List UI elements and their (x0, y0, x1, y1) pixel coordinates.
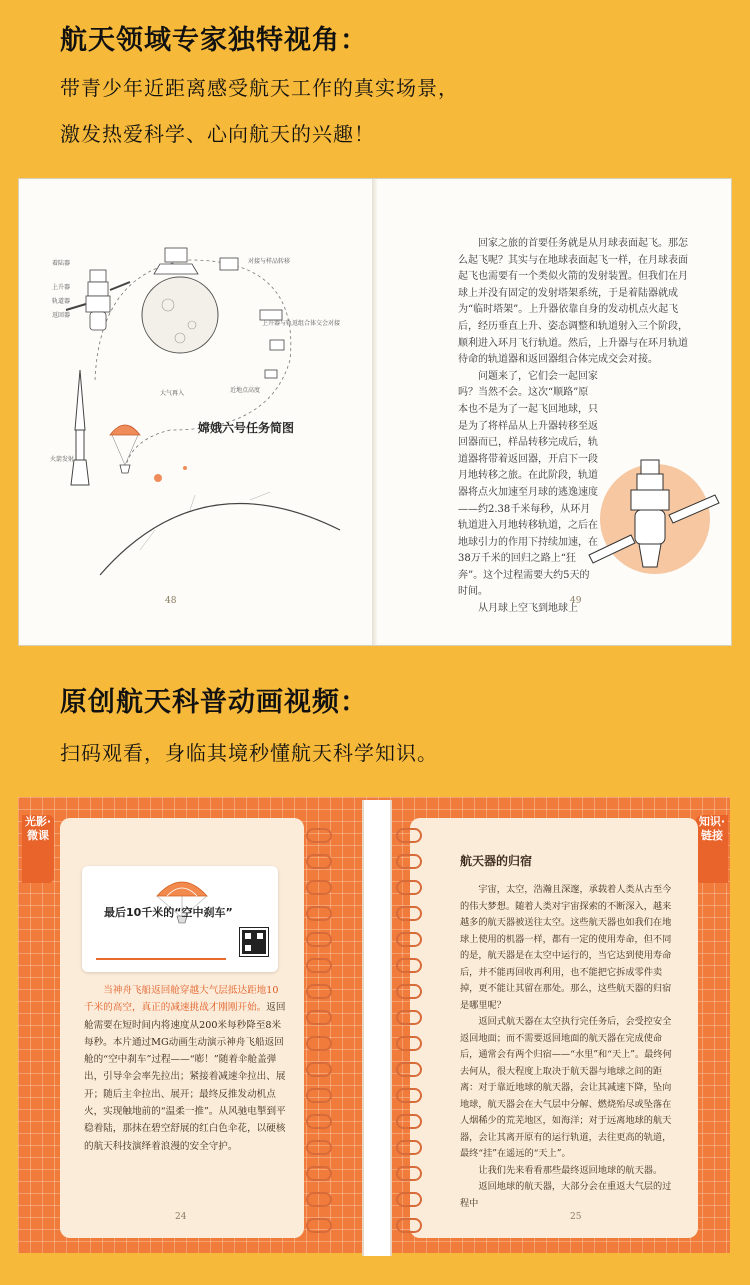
spiral-ring (396, 1166, 422, 1181)
spiral-ring (396, 880, 422, 895)
spiral-ring (396, 854, 422, 869)
spiral-ring (396, 828, 422, 843)
right-page-number: 49 (570, 596, 582, 606)
diagram-label-transfer: 对接与样品转移 (248, 258, 291, 265)
paragraph: 回家之旅的首要任务就是从月球表面起飞。那怎么起飞呢？其实与在地球表面起飞一样，在月球表面起飞也需要有一个类似火箭的发射装置。但我们在月球上并没有固定的发射塔架系统，于是着陆器就成为“临时塔架”。上升器依靠自身的发动机点火起飞后，经历垂直上升、姿态调整和轨道射入三个阶段，顺利进入环月飞行轨道。然后，上升器与在环月轨道待命的轨道器和返回器组合体完成交会对接。 (458, 238, 688, 366)
spiral-ring (306, 984, 332, 999)
right-page-title: 航天器的归宿 (460, 854, 533, 868)
diagram-label-docking: 上升器与轨返组合体交会对接 (262, 320, 341, 327)
paragraph: 宇宙，太空，浩瀚且深邃，承载着人类从古至今的伟大梦想。随着人类对宇宙探索的不断深入，越来越多的航天器被送往太空。这些航天器也如我们在地球上使用的机器一样，都有一定的使用寿命，但不同的是，航天器是在太空中运行的，当它达到使用寿命后，并不能再回收再利用，也不能把它拆成零件卖掉，更不能让其留在那处。那么，这些航天器的归宿是哪里呢？ (460, 884, 672, 1011)
spiral-ring (306, 880, 332, 895)
diagram-label-perigee: 近地点高度 (230, 387, 261, 394)
spiral-ring (396, 1192, 422, 1207)
left-page-number-2: 24 (175, 1212, 187, 1222)
right-page-text (460, 882, 678, 1212)
diagram-label-reentry: 大气再入 (160, 390, 185, 397)
spiral-ring (306, 1062, 332, 1077)
right-page-number-2: 25 (570, 1212, 582, 1222)
diagram-label-returner: 返回器 (52, 312, 71, 319)
spiral-ring (396, 906, 422, 921)
diagram-label-ascender: 上升器 (52, 284, 71, 291)
section2-heading: 原创航天科普动画视频： (60, 687, 368, 718)
spiral-ring (396, 1010, 422, 1025)
section1-heading: 航天领域专家独特视角： (60, 25, 368, 56)
spiral-ring (306, 1218, 332, 1233)
qr-code-icon[interactable] (240, 928, 268, 956)
diagram-label-lander: 着陆器 (52, 260, 71, 267)
spiral-ring (396, 958, 422, 973)
spacecraft-illustration (585, 455, 725, 585)
section2-line1: 扫码观看，身临其境秒懂航天科学知识。 (60, 741, 438, 765)
spiral-ring (396, 984, 422, 999)
spiral-ring (306, 1166, 332, 1181)
paragraph: 返回式航天器在太空执行完任务后，会受控安全返回地面；而不需要返回地面的航天器在完成使命后，通常会有两个归宿——“水里”和“天上”。最终何去何从，很大程度上取决于航天器与地球之间的距离：对于靠近地球的航天器，会让其减速下降，坠向地球，航天器会在大气层中分解、燃烧殆尽或坠落在人烟稀少的荒芜地区，如海洋；对于远离地球的航天器，会让其离开原有的运行轨道，去往更高的轨道，最终“挂”在遥远的“天上”。 (460, 1016, 672, 1159)
spiral-ring (306, 1088, 332, 1103)
spiral-spine (362, 800, 392, 1256)
diagram-title: 嫦娥六号任务简图 (198, 421, 295, 435)
spiral-ring (396, 1088, 422, 1103)
video-title: 最后10千米的“空中刹车” (104, 906, 233, 919)
spiral-ring (306, 1140, 332, 1155)
paragraph: 返回地球的航天器，大部分会在重返大气层的过程中 (460, 1181, 672, 1209)
spiral-ring (306, 1036, 332, 1051)
spiral-ring (306, 828, 332, 843)
spiral-ring (306, 1114, 332, 1129)
spiral-ring (396, 1140, 422, 1155)
paragraph: 让我们先来看看那些最终返回地球的航天器。 (478, 1164, 663, 1176)
video-card[interactable] (82, 866, 278, 972)
video-progress-bar (96, 958, 226, 960)
spiral-ring (396, 1114, 422, 1129)
spiral-ring (306, 1192, 332, 1207)
left-side-tab: 光影·微课 (22, 815, 54, 883)
paragraph: 从月球上空飞到地球上 (478, 603, 578, 615)
spiral-ring (306, 854, 332, 869)
book-spine (372, 179, 378, 645)
spiral-ring (396, 1218, 422, 1233)
spiral-ring (306, 932, 332, 947)
section1-line2: 激发热爱科学、心向航天的兴趣！ (60, 122, 375, 146)
right-side-tab: 知识·链接 (696, 815, 728, 883)
mission-diagram (40, 230, 360, 590)
section1-line1: 带青少年近距离感受航天工作的真实场景， (60, 76, 459, 100)
spiral-ring (396, 932, 422, 947)
paragraph: 问题来了，它们会一起回家吗？当然不会。这次“顺路”原本也不是为了一起飞回地球，只是为了将样品从上升器转移至返回器而已，样品转移完成后，轨道器将带着返回器，开启下一段月地转移之旅。在此阶段，轨道器将点火加速至月球的逃逸速度——约2.38千米每秒，从环月轨道进入月地转移轨道，之后在地球引力的作用下持续加速，在38万千米的回归之路上“狂奔”。这个过程需要大约5天的时间。 (458, 370, 598, 598)
spiral-ring (306, 958, 332, 973)
highlight-text: 当神舟飞船返回舱穿越大气层抵达距地10千米的高空，真正的减速挑战才刚刚开始。 (84, 985, 279, 1014)
spiral-ring (306, 906, 332, 921)
spiral-ring (396, 1036, 422, 1051)
left-page-text (84, 982, 286, 1155)
spiral-ring (306, 1010, 332, 1025)
diagram-label-launch: 火箭发射 (50, 456, 75, 463)
left-page-number: 48 (165, 596, 177, 606)
paragraph: 返回舱需要在短时间内将速度从200米每秒降至8米每秒。本片通过MG动画生动演示神舟飞船返回舱的“空中刹车”过程——“嘭！”随着伞舱盖弹出，引导伞会率先拉出；紧接着减速伞拉出、展开；随后主伞拉出、展开；最终反推发动机点火，实现触地前的“温柔一推”。从风驰电掣到平稳着陆，那抹在碧空舒展的红白色伞花，以硬核的航天科技演绎着浪漫的安全守护。 (84, 1002, 286, 1152)
diagram-label-orbiter: 轨道器 (52, 298, 71, 305)
spiral-ring (396, 1062, 422, 1077)
